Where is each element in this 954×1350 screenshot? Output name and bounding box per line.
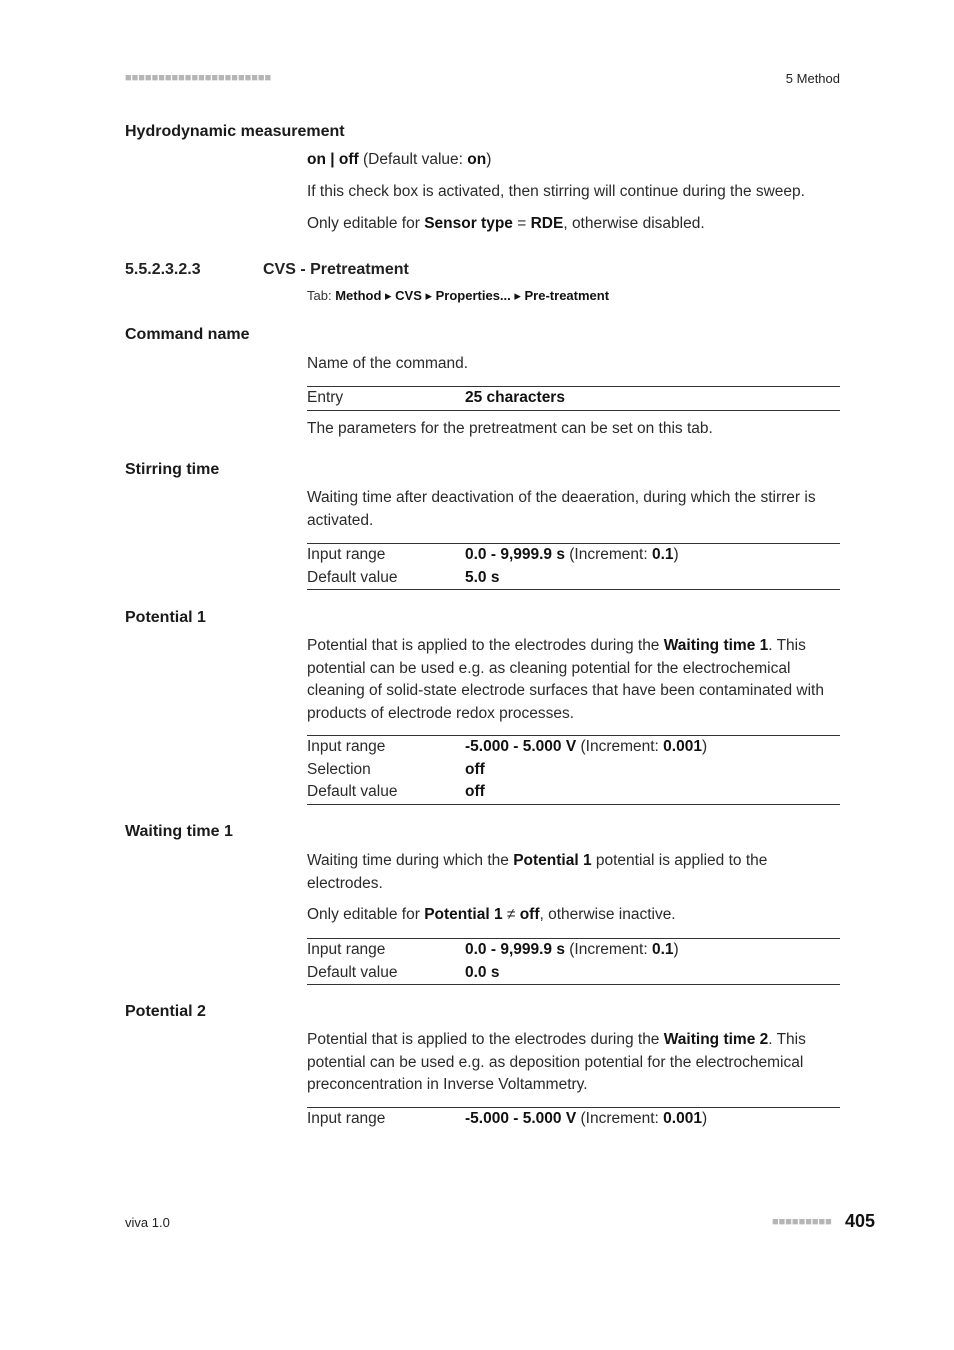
- page-number: 405: [845, 1211, 876, 1231]
- potential-2-description: [307, 1029, 840, 1097]
- desc-prefix: Potential that is applied to the electrodes during the: [307, 637, 664, 654]
- row-value: 0.0 - 9,999.9 s: [465, 941, 565, 958]
- hydro-edit-note: [307, 213, 840, 236]
- table-row: [307, 939, 840, 962]
- table-row: [307, 567, 840, 590]
- row-key: Input range: [307, 546, 386, 563]
- param-title-stirring-time: Stirring time: [125, 461, 220, 478]
- edit-not-equal: ≠: [502, 906, 520, 923]
- increment-prefix: (Increment:: [564, 941, 652, 958]
- edit-field: Potential 1: [424, 906, 503, 923]
- section-title: CVS - Pretreatment: [263, 261, 409, 278]
- increment-value: 0.001: [663, 1110, 702, 1127]
- waiting-time-1-edit-note: [307, 904, 840, 927]
- param-title-hydrodynamic: Hydrodynamic measurement: [125, 123, 345, 140]
- increment-value: 0.1: [651, 941, 674, 958]
- edit-value: off: [519, 906, 540, 923]
- edit-field: Sensor type: [424, 215, 513, 232]
- table-row: [307, 736, 840, 759]
- potential-2-table: [307, 1107, 840, 1131]
- edit-prefix: Only editable for: [307, 906, 425, 923]
- row-key: Entry: [307, 389, 344, 406]
- desc-reference: Waiting time 2: [663, 1031, 769, 1048]
- param-title-potential-2: Potential 2: [125, 1003, 206, 1020]
- row-value: -5.000 - 5.000 V: [465, 1110, 577, 1127]
- value-separator: |: [325, 151, 339, 168]
- table-row: [307, 544, 840, 567]
- table-row: [307, 962, 840, 985]
- edit-prefix: Only editable for: [307, 215, 425, 232]
- hydro-values: [307, 149, 840, 172]
- desc-reference: Waiting time 1: [663, 637, 769, 654]
- row-key: Input range: [307, 1110, 386, 1127]
- param-title-waiting-time-1: Waiting time 1: [125, 823, 233, 840]
- edit-suffix: , otherwise inactive.: [539, 906, 676, 923]
- tab-path-value: Method ▸ CVS ▸ Properties... ▸ Pre-treatment: [335, 288, 610, 303]
- stirring-time-description: Waiting time after deactivation of the deaeration, during which the stirrer is activated.: [307, 489, 816, 529]
- increment-suffix: ): [701, 1110, 708, 1127]
- product-version: viva 1.0: [125, 1215, 170, 1230]
- row-key: Input range: [307, 738, 386, 755]
- row-key: Default value: [307, 568, 398, 586]
- value-on: on: [307, 151, 326, 168]
- command-name-table: [307, 386, 840, 411]
- value-off: off: [338, 151, 359, 168]
- param-title-command-name: Command name: [125, 326, 250, 343]
- row-key: Selection: [307, 760, 371, 778]
- increment-suffix: ): [701, 738, 708, 755]
- edit-equals: =: [512, 215, 531, 232]
- desc-reference: Potential 1: [513, 852, 592, 869]
- edit-suffix: , otherwise disabled.: [563, 215, 705, 232]
- desc-prefix: Waiting time during which the: [307, 852, 514, 869]
- potential-1-table: [307, 735, 840, 805]
- hydro-description: If this check box is activated, then stirring will continue during the sweep.: [307, 183, 805, 200]
- default-suffix: ): [486, 151, 492, 168]
- table-row: [307, 1108, 840, 1131]
- row-value: 5.0 s: [465, 568, 500, 586]
- increment-prefix: (Increment:: [576, 1110, 664, 1127]
- desc-suffix: . This potential can be used e.g. as cleaning potential for the electrochemical cleaning of solid-state electrode surfaces that have been contaminated with products of electrode redox processes.: [307, 637, 824, 722]
- increment-suffix: ): [673, 941, 679, 958]
- command-name-after: The parameters for the pretreatment can be set on this tab.: [307, 420, 713, 437]
- row-value: 25 characters: [465, 389, 565, 406]
- chapter-label: 5 Method: [785, 71, 840, 86]
- param-title-potential-1: Potential 1: [125, 609, 206, 626]
- table-row: [307, 387, 840, 410]
- edit-value: RDE: [530, 215, 564, 232]
- increment-value: 0.1: [651, 546, 674, 563]
- row-value: -5.000 - 5.000 V: [465, 738, 577, 755]
- row-key: Default value: [307, 783, 398, 800]
- row-key: Default value: [307, 963, 398, 981]
- footer-decoration: ■■■■■■■■■: [772, 1216, 832, 1228]
- waiting-time-1-description: [307, 850, 840, 895]
- tab-label: Tab:: [307, 288, 336, 303]
- desc-suffix: potential is applied to the electrodes.: [307, 852, 768, 892]
- potential-1-description: [307, 635, 840, 725]
- row-value: 0.0 - 9,999.9 s: [465, 546, 565, 563]
- desc-prefix: Potential that is applied to the electrodes during the: [307, 1031, 664, 1048]
- table-row: [307, 781, 840, 804]
- increment-suffix: ): [673, 546, 679, 563]
- stirring-time-table: [307, 543, 840, 590]
- default-prefix: (Default value:: [358, 151, 468, 168]
- tab-path: [307, 288, 609, 304]
- increment-prefix: (Increment:: [564, 546, 652, 563]
- row-value: off: [465, 783, 485, 800]
- desc-suffix: . This potential can be used e.g. as deposition potential for the electrochemical preconcentration in Inverse Voltammetry.: [307, 1031, 806, 1093]
- default-value: on: [467, 151, 487, 168]
- command-name-description: Name of the command.: [307, 355, 469, 372]
- row-key: Input range: [307, 941, 386, 958]
- increment-prefix: (Increment:: [576, 738, 664, 755]
- row-value: off: [465, 760, 485, 778]
- table-row: [307, 759, 840, 782]
- header-decoration: ■■■■■■■■■■■■■■■■■■■■■■: [125, 72, 272, 84]
- row-value: 0.0 s: [465, 963, 500, 981]
- waiting-time-1-table: [307, 938, 840, 985]
- section-number: 5.5.2.3.2.3: [125, 261, 201, 278]
- increment-value: 0.001: [663, 738, 702, 755]
